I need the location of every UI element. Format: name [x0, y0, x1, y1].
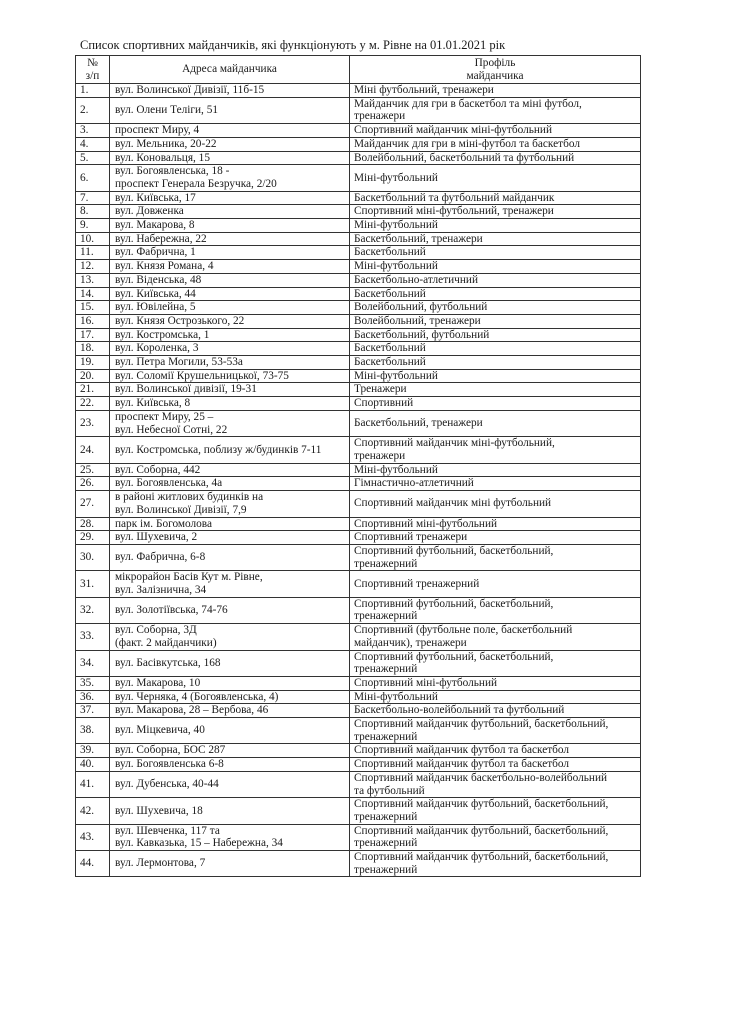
row-profile: Спортивний	[350, 397, 641, 411]
row-number: 9.	[76, 219, 110, 233]
row-address: вул. Костромська, поблизу ж/будинків 7-11	[110, 437, 350, 463]
table-row	[76, 597, 641, 623]
row-address: вул. Костромська, 1	[110, 328, 350, 342]
row-number: 44.	[76, 851, 110, 877]
row-address: вул. Шухевича, 2	[110, 531, 350, 545]
table-row	[76, 531, 641, 545]
row-address: вул. Князя Романа, 4	[110, 260, 350, 274]
row-address: вул. Набережна, 22	[110, 232, 350, 246]
document-title: Список спортивних майданчиків, які функціонують у м. Рівне на 01.01.2021 рік	[80, 38, 506, 52]
row-number: 26.	[76, 477, 110, 491]
row-profile: Спортивний майданчик футбольний, баскетбольний, тренажерний	[350, 824, 641, 850]
row-profile: Міні-футбольний	[350, 165, 641, 191]
row-number: 16.	[76, 314, 110, 328]
row-profile: Баскетбольно-волейбольний та футбольний	[350, 704, 641, 718]
row-number: 22.	[76, 397, 110, 411]
row-address: вул. Дубенська, 40-44	[110, 771, 350, 797]
table-row	[76, 690, 641, 704]
table-row	[76, 342, 641, 356]
row-profile: Майданчик для гри в баскетбол та міні футбол, тренажери	[350, 97, 641, 123]
row-address: вул. Олени Теліги, 51	[110, 97, 350, 123]
row-number: 30.	[76, 544, 110, 570]
row-address: вул. Короленка, 3	[110, 342, 350, 356]
row-address: вул. Богоявленська 6-8	[110, 758, 350, 772]
table-row	[76, 369, 641, 383]
row-number: 5.	[76, 151, 110, 165]
row-address: вул. Фабрична, 6-8	[110, 544, 350, 570]
row-profile: Баскетбольний	[350, 246, 641, 260]
table-row	[76, 851, 641, 877]
row-number: 8.	[76, 205, 110, 219]
row-profile: Спортивний футбольний, баскетбольний, тренажерний	[350, 544, 641, 570]
table-row	[76, 137, 641, 151]
table-row	[76, 273, 641, 287]
row-address: вул. Шухевича, 18	[110, 798, 350, 824]
row-number: 43.	[76, 824, 110, 850]
row-address: вул. Соломії Крушельницької, 73-75	[110, 369, 350, 383]
table-row	[76, 191, 641, 205]
row-number: 39.	[76, 744, 110, 758]
row-number: 40.	[76, 758, 110, 772]
row-profile: Баскетбольно-атлетичний	[350, 273, 641, 287]
table-row	[76, 301, 641, 315]
row-address: вул. Басівкутська, 168	[110, 650, 350, 676]
row-profile: Спортивний міні-футбольний	[350, 517, 641, 531]
row-profile: Баскетбольний, футбольний	[350, 328, 641, 342]
row-address: вул. Коновальця, 15	[110, 151, 350, 165]
row-number: 10.	[76, 232, 110, 246]
table-row	[76, 232, 641, 246]
row-address: вул. Петра Могили, 53-53а	[110, 356, 350, 370]
row-address: вул. Довженка	[110, 205, 350, 219]
table-row	[76, 758, 641, 772]
table-row	[76, 624, 641, 650]
row-profile: Спортивний майданчик баскетбольно-волейбольний та футбольний	[350, 771, 641, 797]
row-profile: Спортивний міні-футбольний	[350, 676, 641, 690]
row-address: вул. Соборна, 3Д (факт. 2 майданчики)	[110, 624, 350, 650]
row-profile: Гімнастично-атлетичний	[350, 477, 641, 491]
row-profile: Баскетбольний	[350, 356, 641, 370]
row-number: 29.	[76, 531, 110, 545]
table-row	[76, 571, 641, 597]
row-number: 19.	[76, 356, 110, 370]
table-row	[76, 260, 641, 274]
row-profile: Тренажери	[350, 383, 641, 397]
row-profile: Спортивний міні-футбольний, тренажери	[350, 205, 641, 219]
row-profile: Спортивний майданчик футбол та баскетбол	[350, 744, 641, 758]
table-row	[76, 97, 641, 123]
row-address: вул. Соборна, 442	[110, 463, 350, 477]
row-profile: Спортивний майданчик футбольний, баскетбольний, тренажерний	[350, 851, 641, 877]
header-number: № з/п	[76, 56, 110, 84]
table-row	[76, 287, 641, 301]
row-profile: Спортивний майданчик футбольний, баскетбольний, тренажерний	[350, 798, 641, 824]
row-address: вул. Князя Острозького, 22	[110, 314, 350, 328]
table-row	[76, 704, 641, 718]
table-row	[76, 824, 641, 850]
row-profile: Баскетбольний, тренажери	[350, 232, 641, 246]
table-row	[76, 397, 641, 411]
row-profile: Спортивний (футбольне поле, баскетбольний майданчик), тренажери	[350, 624, 641, 650]
row-address: вул. Макарова, 10	[110, 676, 350, 690]
row-number: 7.	[76, 191, 110, 205]
row-number: 42.	[76, 798, 110, 824]
table-row	[76, 491, 641, 517]
row-profile: Спортивний футбольний, баскетбольний, тренажерний	[350, 650, 641, 676]
row-address: парк ім. Богомолова	[110, 517, 350, 531]
table-row	[76, 437, 641, 463]
row-number: 4.	[76, 137, 110, 151]
row-profile: Міні футбольний, тренажери	[350, 84, 641, 98]
row-number: 27.	[76, 491, 110, 517]
row-number: 12.	[76, 260, 110, 274]
table-row	[76, 544, 641, 570]
row-number: 15.	[76, 301, 110, 315]
row-profile: Баскетбольний, тренажери	[350, 410, 641, 436]
row-profile: Міні-футбольний	[350, 690, 641, 704]
row-address: вул. Макарова, 28 – Вербова, 46	[110, 704, 350, 718]
row-number: 20.	[76, 369, 110, 383]
row-address: проспект Миру, 4	[110, 124, 350, 138]
header-address: Адреса майданчика	[110, 56, 350, 84]
row-number: 36.	[76, 690, 110, 704]
row-address: проспект Миру, 25 – вул. Небесної Сотні, 22	[110, 410, 350, 436]
row-profile: Спортивний майданчик футбол та баскетбол	[350, 758, 641, 772]
row-number: 6.	[76, 165, 110, 191]
row-number: 25.	[76, 463, 110, 477]
row-address: вул. Богоявленська, 18 - проспект Генерала Безручка, 2/20	[110, 165, 350, 191]
table-row	[76, 477, 641, 491]
table-row	[76, 650, 641, 676]
row-number: 24.	[76, 437, 110, 463]
row-address: вул. Макарова, 8	[110, 219, 350, 233]
row-address: вул. Соборна, БОС 287	[110, 744, 350, 758]
row-address: вул. Фабрична, 1	[110, 246, 350, 260]
row-address: вул. Золотіївська, 74-76	[110, 597, 350, 623]
row-profile: Баскетбольний	[350, 287, 641, 301]
table-row	[76, 744, 641, 758]
table-row	[76, 165, 641, 191]
row-address: вул. Шевченка, 117 та вул. Кавказька, 15 – Набережна, 34	[110, 824, 350, 850]
row-profile: Міні-футбольний	[350, 260, 641, 274]
row-number: 28.	[76, 517, 110, 531]
row-number: 3.	[76, 124, 110, 138]
table-row	[76, 718, 641, 744]
row-number: 23.	[76, 410, 110, 436]
row-address: вул. Віденська, 48	[110, 273, 350, 287]
table-row	[76, 328, 641, 342]
row-number: 18.	[76, 342, 110, 356]
row-address: вул. Лермонтова, 7	[110, 851, 350, 877]
table-header-row	[76, 56, 641, 84]
row-number: 14.	[76, 287, 110, 301]
row-profile: Спортивний тренажерний	[350, 571, 641, 597]
row-profile: Волейбольний, тренажери	[350, 314, 641, 328]
row-profile: Волейбольний, баскетбольний та футбольний	[350, 151, 641, 165]
playgrounds-table	[75, 55, 641, 877]
row-profile: Майданчик для гри в міні-футбол та баскетбол	[350, 137, 641, 151]
row-address: вул. Міцкевича, 40	[110, 718, 350, 744]
row-address: вул. Волинської дивізії, 19-31	[110, 383, 350, 397]
table-row	[76, 517, 641, 531]
table-row	[76, 205, 641, 219]
row-address: вул. Київська, 17	[110, 191, 350, 205]
row-profile: Волейбольний, футбольний	[350, 301, 641, 315]
table-row	[76, 410, 641, 436]
table-row	[76, 151, 641, 165]
row-profile: Міні-футбольний	[350, 369, 641, 383]
row-address: в районі житлових будинків на вул. Волинської Дивізії, 7,9	[110, 491, 350, 517]
row-number: 2.	[76, 97, 110, 123]
row-number: 35.	[76, 676, 110, 690]
row-number: 31.	[76, 571, 110, 597]
table-row	[76, 771, 641, 797]
row-address: вул. Київська, 8	[110, 397, 350, 411]
header-profile: Профіль майданчика	[350, 56, 641, 84]
table-row	[76, 463, 641, 477]
table-body	[76, 84, 641, 877]
row-profile: Баскетбольний та футбольний майданчик	[350, 191, 641, 205]
row-address: вул. Черняка, 4 (Богоявленська, 4)	[110, 690, 350, 704]
row-address: вул. Ювілейна, 5	[110, 301, 350, 315]
row-address: вул. Київська, 44	[110, 287, 350, 301]
row-profile: Спортивний майданчик міні-футбольний	[350, 124, 641, 138]
table-row	[76, 219, 641, 233]
table-row	[76, 314, 641, 328]
table-row	[76, 84, 641, 98]
row-number: 37.	[76, 704, 110, 718]
table-row	[76, 356, 641, 370]
row-address: вул. Богоявленська, 4а	[110, 477, 350, 491]
row-number: 33.	[76, 624, 110, 650]
row-profile: Спортивний майданчик міні футбольний	[350, 491, 641, 517]
row-profile: Спортивний футбольний, баскетбольний, тренажерний	[350, 597, 641, 623]
row-number: 41.	[76, 771, 110, 797]
row-profile: Міні-футбольний	[350, 463, 641, 477]
row-profile: Спортивний тренажери	[350, 531, 641, 545]
row-number: 17.	[76, 328, 110, 342]
row-number: 34.	[76, 650, 110, 676]
row-profile: Спортивний майданчик міні-футбольний, тренажери	[350, 437, 641, 463]
row-profile: Баскетбольний	[350, 342, 641, 356]
row-number: 11.	[76, 246, 110, 260]
row-profile: Спортивний майданчик футбольний, баскетбольний, тренажерний	[350, 718, 641, 744]
table-row	[76, 383, 641, 397]
table-row	[76, 246, 641, 260]
row-number: 1.	[76, 84, 110, 98]
row-number: 13.	[76, 273, 110, 287]
table-row	[76, 798, 641, 824]
row-address: мікрорайон Басів Кут м. Рівне, вул. Залізнична, 34	[110, 571, 350, 597]
row-number: 21.	[76, 383, 110, 397]
table-row	[76, 124, 641, 138]
row-number: 32.	[76, 597, 110, 623]
row-address: вул. Волинської Дивізії, 11б-15	[110, 84, 350, 98]
row-profile: Міні-футбольний	[350, 219, 641, 233]
table-row	[76, 676, 641, 690]
row-address: вул. Мельника, 20-22	[110, 137, 350, 151]
row-number: 38.	[76, 718, 110, 744]
